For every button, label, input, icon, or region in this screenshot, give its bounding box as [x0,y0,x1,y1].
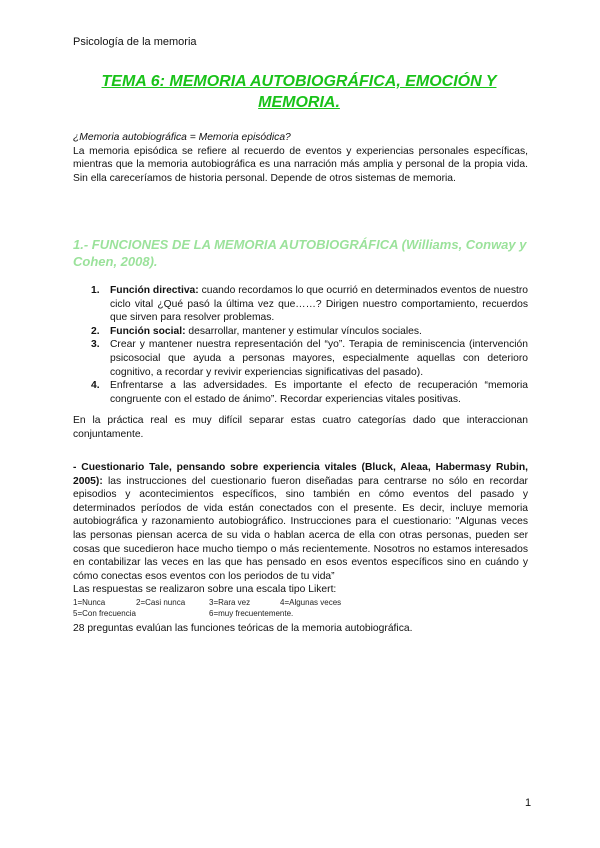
likert-scale [73,597,528,619]
list-item-text: cuando recordamos lo que ocurrió en determinados eventos de nuestro ciclo vital ¿Qué pasó la última vez que……? Dirigen nuestro comportamiento, recuerdos que sirven para resolver problemas. [110,285,528,324]
list-item-text: Crear y mantener nuestra representación del “yo”. Terapia de reminiscencia (intervención psicosocial que ayuda a personas mayores, especialmente aquellas con deterioro cognitivo, a recordar y revivir experiencias significativas del pasado). [110,339,528,378]
page-header: Psicología de la memoria [73,36,197,48]
list-item-number: 4. [91,380,100,392]
likert-intro: Las respuestas se realizaron sobre una escala tipo Likert: [73,584,337,596]
list-item-number: 2. [91,325,100,337]
list-item-text: desarrollar, mantener y estimular vínculos sociales. [185,325,422,337]
section-heading-title: 1.- FUNCIONES DE LA MEMORIA AUTOBIOGRÁFICA [73,237,398,252]
after-list-block [73,414,528,441]
cuestionario-paragraph [73,461,528,583]
after-list-paragraph: En la práctica real es muy difícil separar estas cuatro categorías dado que interaccionan conjuntamente. [73,415,528,440]
document-title: TEMA 6: MEMORIA AUTOBIOGRÁFICA, EMOCIÓN Y MEMORIA. [101,73,497,111]
likert-scale-row [73,608,528,619]
likert-option: 4=Algunas veces [280,597,342,607]
cuestionario-block [73,461,528,636]
intro-question: ¿Memoria autobiográfica = Memoria episódica? [73,132,291,143]
intro-block [73,131,528,185]
list-item [73,284,528,325]
likert-option: 2=Casi nunca [136,597,186,607]
section-heading [73,236,528,270]
list-item [73,325,528,339]
likert-option: 5=Con frecuencia [73,608,136,618]
list-item-number: 1. [91,285,100,296]
page-number: 1 [525,797,532,809]
likert-option: 6=muy frecuentemente. [209,608,294,618]
list-item-number: 3. [91,339,100,351]
likert-scale-row [73,597,528,608]
list-item [73,338,528,379]
intro-paragraph: La memoria episódica se refiere al recuerdo de eventos y experiencias personales específicas, mientras que la memoria autobiográfica es una narración más amplia y personal de la propia vida. Sin ella careceríamos de historia personal. Depende de otros sistemas de memoria. [73,145,528,184]
list-item-label: Función directiva: [110,285,199,296]
section-heading-citation: (Williams, Conway y Cohen, 2008). [73,237,527,269]
functions-list [73,284,528,406]
list-item [73,379,528,406]
list-item-label: Función social: [110,325,186,337]
closing-paragraph: 28 preguntas evalúan las funciones teóricas de la memoria autobiográfica. [73,622,413,634]
list-item-text: Enfrentarse a las adversidades. Es importante el efecto de recuperación “memoria congruente con el estado de ánimo”. Recordar experiencias vitales positivas. [110,380,528,405]
likert-option: 1=Nunca [73,597,106,607]
likert-option: 3=Rara vez [209,597,251,607]
cuestionario-lead: - Cuestionario Tale, pensando sobre experiencia vitales (Bluck, Aleaa, Habermasy Rubin, 2005): [73,462,528,487]
cuestionario-text: las instrucciones del cuestionario fueron diseñadas para centrarse no sólo en recordar episodios y acontecimientos específicos, sino también en cómo eventos del pasado y determinados períodos de vida están conectados con el presente. Es decir, incluye memoria autobiográfica y razonamiento autobiográfico. Instrucciones para el cuestionario: "Algunas veces las personas piensan acerca de su vida o hablan acerca de ella con otras personas, pueden ser cosas que sucedieron hace mucho tiempo o más recientemente. Nosotros no estamos interesados en contabilizar las veces en las que has pensado en esos eventos específicos sino en cuándo y cómo conectas esos eventos con los periodos de tu vida” [73,475,528,582]
